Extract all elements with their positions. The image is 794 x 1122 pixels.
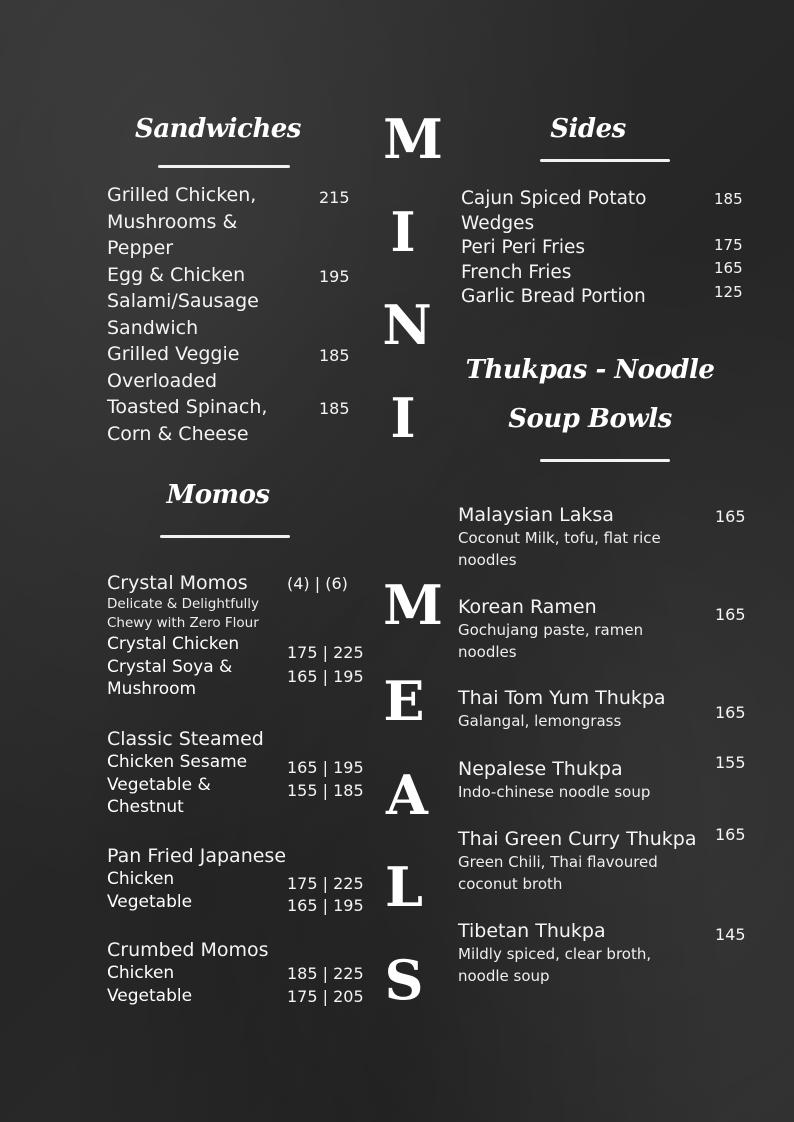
momo-item: Crystal Soya &: [107, 656, 233, 677]
momos-underline: [160, 535, 290, 538]
sandwiches-heading: Sandwiches: [135, 114, 301, 144]
thukpa-item: [458, 827, 708, 895]
thukpa-desc: Green Chili, Thai flavoured: [458, 853, 658, 871]
sides-list: [461, 187, 711, 310]
momo-section-title: Crumbed Momos: [107, 939, 269, 961]
thukpa-desc: Mildly spiced, clear broth,: [458, 945, 652, 963]
momo-price: 165 | 195: [287, 896, 364, 915]
momo-section-title: Pan Fried Japanese: [107, 845, 287, 867]
thukpa-desc: noodles: [458, 551, 517, 569]
item-line: Toasted Spinach,: [107, 396, 268, 418]
momo-item: Vegetable: [107, 891, 193, 912]
momo-section-title: Crystal Momos: [107, 572, 248, 594]
thukpa-item: [458, 757, 708, 803]
side-price: 125: [714, 283, 743, 301]
side-price: 175: [714, 236, 743, 254]
momo-desc-line: Delicate & Delightfully: [107, 596, 260, 612]
meals-letter: L: [385, 855, 423, 919]
momos-heading: Momos: [166, 480, 270, 510]
crystal-momos-block: [107, 571, 287, 701]
item-line: Grilled Veggie: [107, 343, 240, 365]
thukpa-desc: coconut broth: [458, 875, 563, 893]
momo-item: Chicken: [107, 869, 175, 889]
item-line: Overloaded: [107, 369, 218, 392]
momo-item: Vegetable: [107, 985, 193, 1006]
momo-price: 165 | 195: [287, 758, 364, 777]
momo-price: 175 | 225: [287, 874, 364, 893]
thukpas-underline: [540, 459, 670, 462]
momo-item: Chicken: [107, 963, 175, 983]
momo-price: 175 | 205: [287, 987, 364, 1006]
momo-price: 185 | 225: [287, 964, 364, 983]
momo-item: Mushroom: [107, 679, 197, 699]
item-line: Mushrooms &: [107, 210, 238, 233]
mini-letter: M: [383, 107, 443, 171]
thukpa-price: 165: [715, 507, 746, 526]
side-item: Peri Peri Fries: [461, 237, 586, 258]
thukpa-title: Malaysian Laksa: [458, 504, 614, 526]
thukpa-price: 165: [715, 825, 746, 844]
thukpa-price: 165: [715, 703, 746, 722]
sides-underline: [540, 159, 670, 162]
side-price: 165: [714, 259, 743, 277]
thukpa-price: 145: [715, 925, 746, 944]
item-price: 185: [319, 399, 350, 418]
item-line: Pepper: [107, 237, 174, 259]
thukpa-desc: noodle soup: [458, 967, 550, 985]
momo-desc-line: Chewy with Zero Flour: [107, 615, 259, 631]
thukpa-title: Thai Tom Yum Thukpa: [458, 687, 666, 709]
thukpa-title: Nepalese Thukpa: [458, 758, 623, 780]
sandwiches-underline: [158, 165, 290, 168]
thukpa-desc: Gochujang paste, ramen: [458, 621, 644, 639]
momo-section-title: Classic Steamed: [107, 728, 264, 750]
momo-item: Chestnut: [107, 797, 184, 817]
momo-item: Chicken Sesame: [107, 752, 248, 772]
crumbed-momos-block: [107, 938, 287, 1007]
side-price: 185: [714, 190, 743, 208]
item-line: Corn & Cheese: [107, 422, 249, 445]
momo-price: 165 | 195: [287, 667, 364, 686]
item-line: Egg & Chicken: [107, 263, 246, 286]
thukpa-desc: noodles: [458, 643, 517, 661]
meals-letter: S: [384, 948, 424, 1012]
pan-fried-block: [107, 844, 307, 913]
thukpas-heading-line1: Thukpas - Noodle: [465, 355, 715, 385]
thukpa-desc: Coconut Milk, tofu, flat rice: [458, 529, 661, 547]
side-item: French Fries: [461, 261, 572, 283]
sides-heading: Sides: [550, 114, 626, 144]
thukpa-price: 165: [715, 605, 746, 624]
thukpa-item: [458, 503, 708, 571]
classic-steamed-block: [107, 727, 287, 819]
thukpas-heading-line2: Soup Bowls: [508, 404, 672, 434]
mini-letter: I: [390, 200, 416, 264]
meals-letter: E: [383, 669, 425, 733]
item-line: Salami/Sausage: [107, 290, 259, 312]
side-item: Garlic Bread Portion: [461, 286, 646, 307]
momo-price: 175 | 225: [287, 643, 364, 662]
item-line: Grilled Chicken,: [107, 184, 257, 206]
thukpa-title: Korean Ramen: [458, 596, 597, 618]
side-item: Cajun Spiced Potato: [461, 188, 647, 209]
item-price: 185: [319, 346, 350, 365]
side-item: Wedges: [461, 212, 535, 234]
thukpa-desc: Galangal, lemongrass: [458, 712, 622, 730]
item-line: Sandwich: [107, 316, 199, 339]
thukpa-item: [458, 686, 708, 732]
item-price: 215: [319, 188, 350, 207]
thukpa-title: Tibetan Thukpa: [458, 920, 606, 942]
momo-sizes: (4) | (6): [287, 574, 348, 593]
meals-letter: M: [383, 573, 443, 637]
momo-item: Crystal Chicken: [107, 634, 240, 654]
mini-letter: N: [382, 293, 432, 357]
mini-letter: I: [390, 386, 416, 450]
thukpa-item: [458, 595, 708, 663]
thukpa-item: [458, 919, 708, 987]
thukpa-price: 155: [715, 753, 746, 772]
thukpa-title: Thai Green Curry Thukpa: [458, 828, 697, 850]
meals-letter: A: [386, 763, 428, 827]
thukpa-desc: Indo-chinese noodle soup: [458, 783, 651, 801]
sandwich-item: [107, 182, 317, 447]
item-price: 195: [319, 267, 350, 286]
momo-item: Vegetable &: [107, 774, 211, 795]
momo-price: 155 | 185: [287, 781, 364, 800]
